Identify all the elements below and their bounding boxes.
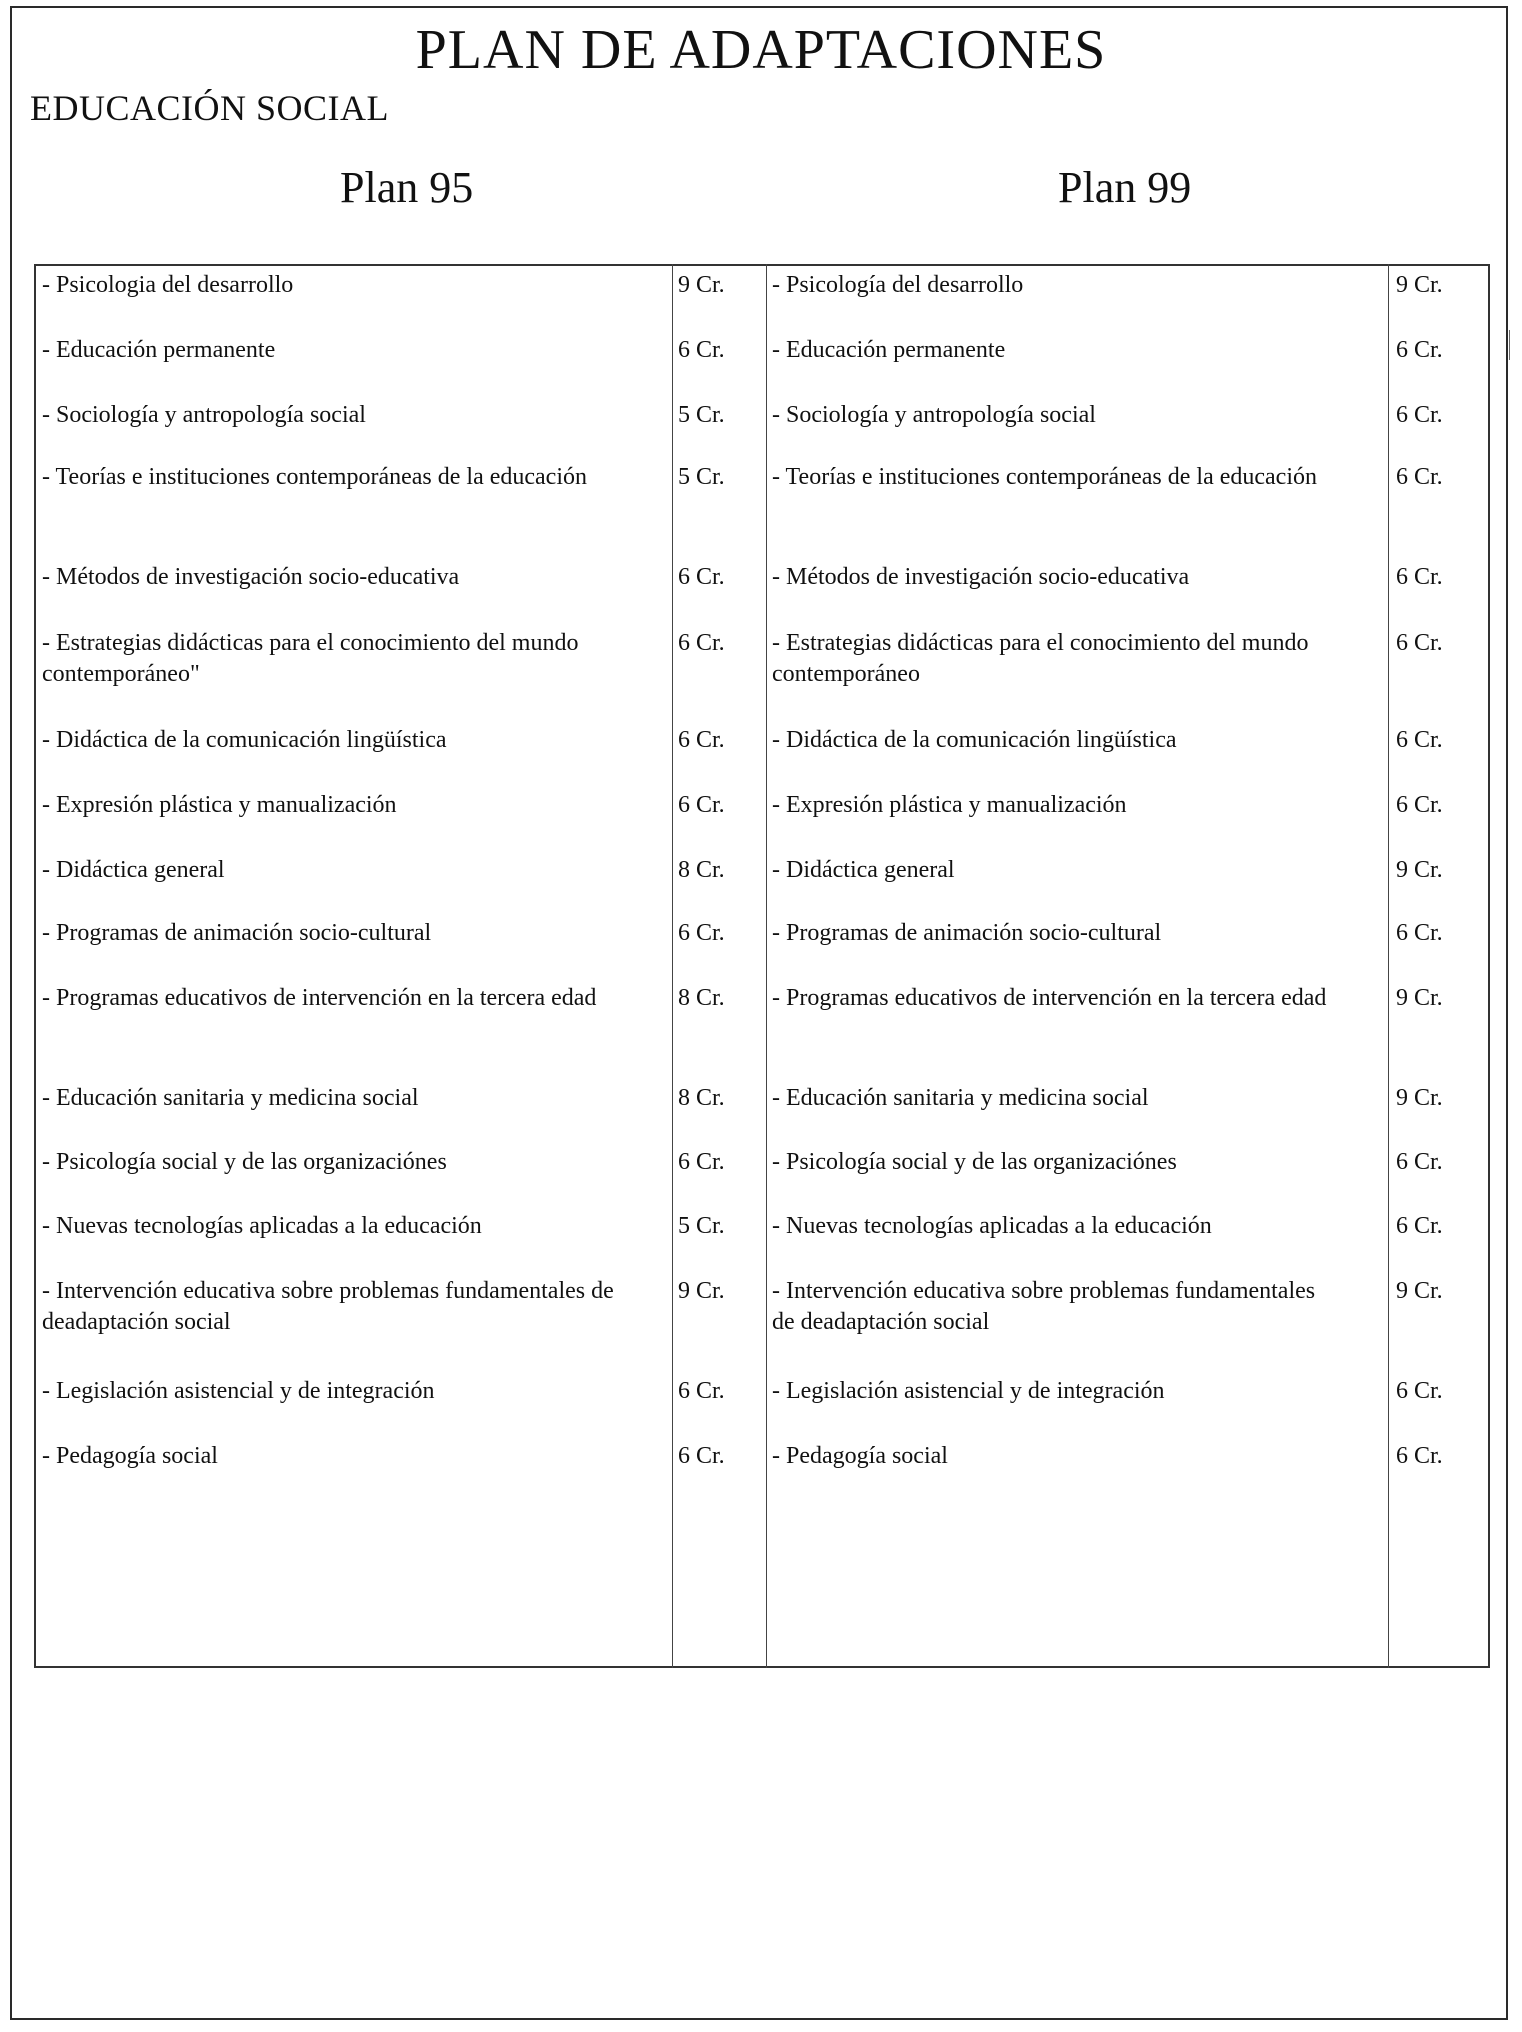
column-divider bbox=[766, 264, 767, 1668]
plan99-credits: 6 Cr. bbox=[1396, 1378, 1443, 1404]
plan99-subject: - Estrategias didácticas para el conocimiento del mundo contemporáneo bbox=[772, 630, 1309, 687]
plan99-subject: - Programas de animación socio-cultural bbox=[772, 920, 1162, 946]
plan95-credits: 5 Cr. bbox=[678, 1213, 725, 1239]
plan99-credits: 6 Cr. bbox=[1396, 337, 1443, 363]
plan95-subject: - Programas educativos de intervención en la tercera edad bbox=[42, 985, 597, 1011]
plan99-subject: - Pedagogía social bbox=[772, 1443, 948, 1469]
plan99-subject: - Psicología social y de las organizaciónes bbox=[772, 1149, 1177, 1175]
plan95-credits: 6 Cr. bbox=[678, 792, 725, 818]
plan99-credits: 9 Cr. bbox=[1396, 857, 1443, 883]
plan95-subject: - Legislación asistencial y de integración bbox=[42, 1378, 435, 1404]
plan99-credits: 6 Cr. bbox=[1396, 464, 1443, 490]
plan95-subject: - Programas de animación socio-cultural bbox=[42, 920, 432, 946]
plan95-subject: - Psicologia del desarrollo bbox=[42, 272, 294, 298]
plan99-subject: - Intervención educativa sobre problemas fundamentales de deadaptación social bbox=[772, 1278, 1316, 1335]
plan99-credits: 6 Cr. bbox=[1396, 1213, 1443, 1239]
plan95-subject: - Didáctica de la comunicación lingüística bbox=[42, 727, 447, 753]
plan95-subject: - Educación permanente bbox=[42, 337, 276, 363]
plan99-credits: 6 Cr. bbox=[1396, 792, 1443, 818]
plan99-subject: - Métodos de investigación socio-educativa bbox=[772, 564, 1190, 590]
plan95-credits: 6 Cr. bbox=[678, 630, 725, 656]
plan99-credits: 6 Cr. bbox=[1396, 402, 1443, 428]
plan95-subject: - Estrategias didácticas para el conocimiento del mundo contemporáneo" bbox=[42, 630, 579, 687]
plan95-credits: 8 Cr. bbox=[678, 1085, 725, 1111]
plan99-subject: - Educación sanitaria y medicina social bbox=[772, 1085, 1149, 1111]
plan99-credits: 6 Cr. bbox=[1396, 920, 1443, 946]
plan95-credits: 6 Cr. bbox=[678, 337, 725, 363]
margin-mark bbox=[1509, 330, 1514, 360]
plan95-credits: 5 Cr. bbox=[678, 402, 725, 428]
plan-right-heading: Plan 99 bbox=[1058, 163, 1192, 212]
plan99-credits: 9 Cr. bbox=[1396, 985, 1443, 1011]
plan99-credits: 6 Cr. bbox=[1396, 1149, 1443, 1175]
plan99-subject: - Psicología del desarrollo bbox=[772, 272, 1024, 298]
plan99-subject: - Sociología y antropología social bbox=[772, 402, 1096, 428]
document-title: PLAN DE ADAPTACIONES bbox=[415, 19, 1107, 81]
plan99-subject: - Didáctica general bbox=[772, 857, 955, 883]
plan95-credits: 6 Cr. bbox=[678, 920, 725, 946]
plan95-credits: 9 Cr. bbox=[678, 1278, 725, 1304]
plan95-subject: - Educación sanitaria y medicina social bbox=[42, 1085, 419, 1111]
plan95-subject: - Teorías e instituciones contemporáneas de la educación bbox=[42, 464, 588, 490]
plan95-subject: - Expresión plástica y manualización bbox=[42, 792, 397, 818]
plan99-credits: 6 Cr. bbox=[1396, 630, 1443, 656]
plan95-credits: 6 Cr. bbox=[678, 1378, 725, 1404]
plan99-subject: - Teorías e instituciones contemporáneas de la educación bbox=[772, 464, 1318, 490]
plan95-credits: 6 Cr. bbox=[678, 564, 725, 590]
plan99-credits: 9 Cr. bbox=[1396, 272, 1443, 298]
plan95-credits: 9 Cr. bbox=[678, 272, 725, 298]
plan95-credits: 6 Cr. bbox=[678, 727, 725, 753]
column-divider bbox=[1388, 264, 1389, 1668]
plan99-subject: - Programas educativos de intervención en la tercera edad bbox=[772, 985, 1327, 1011]
plan99-credits: 6 Cr. bbox=[1396, 564, 1443, 590]
plan95-subject: - Sociología y antropología social bbox=[42, 402, 366, 428]
plan99-subject: - Nuevas tecnologías aplicadas a la educación bbox=[772, 1213, 1212, 1239]
document-subtitle: EDUCACIÓN SOCIAL bbox=[30, 88, 389, 128]
plan-left-heading: Plan 95 bbox=[340, 163, 474, 212]
plan95-subject: - Intervención educativa sobre problemas fundamentales de deadaptación social bbox=[42, 1278, 614, 1335]
plan95-credits: 6 Cr. bbox=[678, 1443, 725, 1469]
plan99-credits: 9 Cr. bbox=[1396, 1085, 1443, 1111]
plan95-subject: - Didáctica general bbox=[42, 857, 225, 883]
plan99-credits: 6 Cr. bbox=[1396, 727, 1443, 753]
plan95-credits: 6 Cr. bbox=[678, 1149, 725, 1175]
plan99-subject: - Didáctica de la comunicación lingüística bbox=[772, 727, 1177, 753]
plan95-subject: - Pedagogía social bbox=[42, 1443, 218, 1469]
plan99-credits: 9 Cr. bbox=[1396, 1278, 1443, 1304]
column-divider bbox=[672, 264, 673, 1668]
plan95-credits: 5 Cr. bbox=[678, 464, 725, 490]
plan95-subject: - Nuevas tecnologías aplicadas a la educación bbox=[42, 1213, 482, 1239]
plan95-credits: 8 Cr. bbox=[678, 857, 725, 883]
plan99-subject: - Expresión plástica y manualización bbox=[772, 792, 1127, 818]
plan99-credits: 6 Cr. bbox=[1396, 1443, 1443, 1469]
plan95-credits: 8 Cr. bbox=[678, 985, 725, 1011]
plan95-subject: - Métodos de investigación socio-educativa bbox=[42, 564, 460, 590]
plan99-subject: - Legislación asistencial y de integración bbox=[772, 1378, 1165, 1404]
plan95-subject: - Psicología social y de las organizaciónes bbox=[42, 1149, 447, 1175]
plan99-subject: - Educación permanente bbox=[772, 337, 1006, 363]
